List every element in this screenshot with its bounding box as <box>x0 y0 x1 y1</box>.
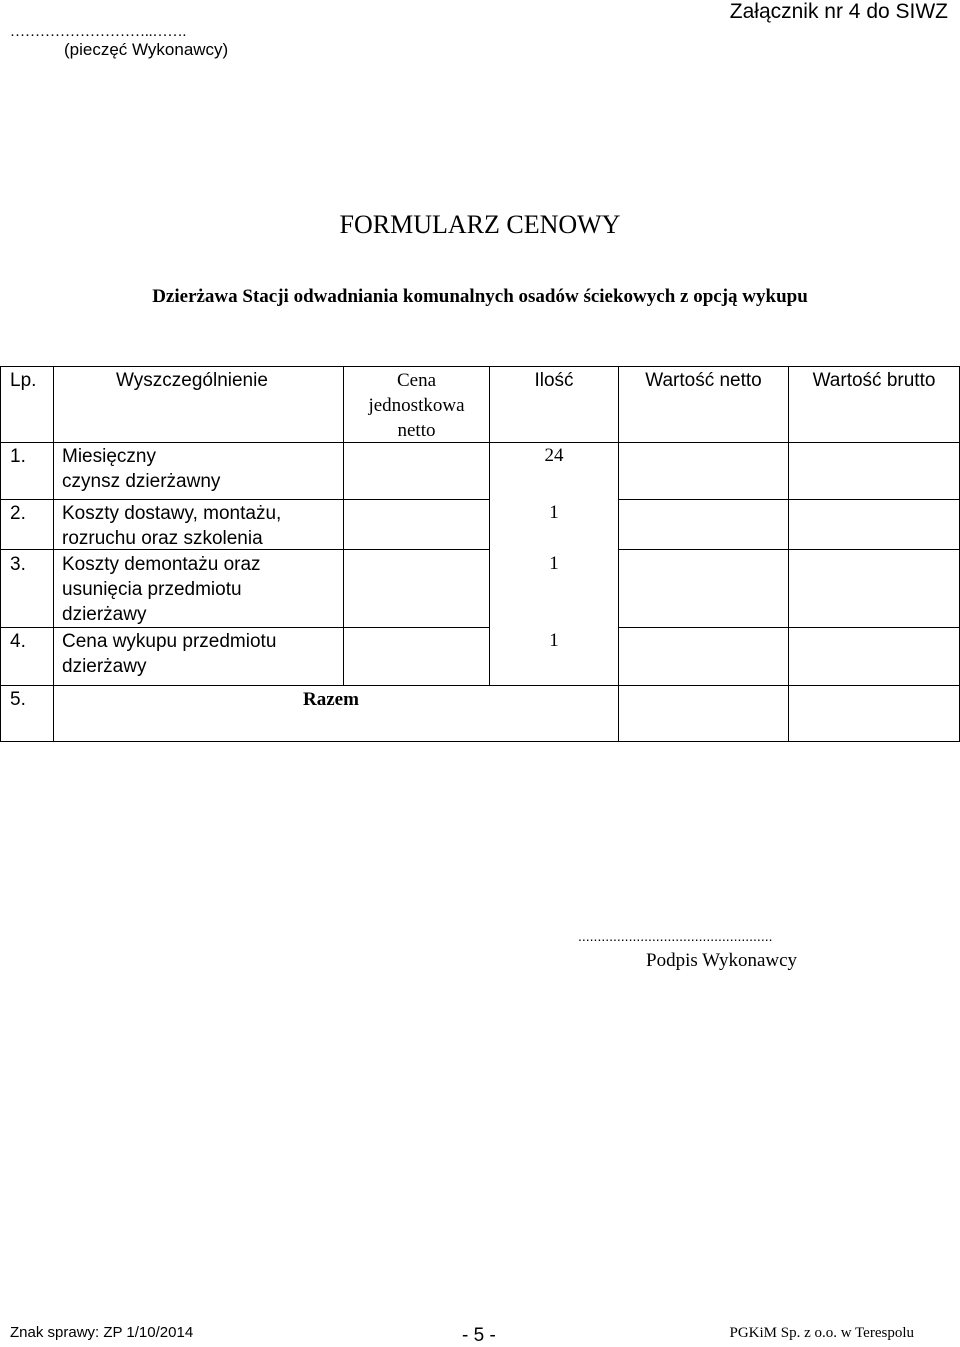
row3-item-l2: usunięcia przedmiotu <box>62 579 242 600</box>
signature-label: Podpis Wykonawcy <box>646 950 798 971</box>
header-item: Wyszczególnienie <box>116 370 268 391</box>
row3-item-l1: Koszty demontażu oraz <box>62 554 261 575</box>
footer-case-ref: Znak sprawy: ZP 1/10/2014 <box>10 1324 194 1341</box>
stamp-label: (pieczęć Wykonawcy) <box>64 40 229 59</box>
row4-qty: 1 <box>549 630 559 651</box>
row4-item-l1: Cena wykupu przedmiotu <box>62 631 277 652</box>
footer-page-number: - 5 - <box>462 1325 496 1346</box>
row3-lp: 3. <box>10 554 26 575</box>
row1-qty: 24 <box>544 445 564 466</box>
header-unit-price-l2: jednostkowa <box>368 395 465 416</box>
stamp-placeholder-dots: ………………………..……. <box>10 24 187 40</box>
table-border-top <box>0 366 960 367</box>
row-line-2b <box>618 549 960 550</box>
header-qty: Ilość <box>534 370 574 391</box>
signature-dots: .................................................. <box>578 928 773 944</box>
annex-label: Załącznik nr 4 do SIWZ <box>729 0 948 23</box>
row2-qty: 1 <box>549 502 559 523</box>
total-label: Razem <box>303 689 359 710</box>
row4-lp: 4. <box>10 631 26 652</box>
header-net-value: Wartość netto <box>645 370 762 391</box>
row1-lp: 1. <box>10 446 26 467</box>
row2-item-l2: rozruchu oraz szkolenia <box>62 528 263 549</box>
row-line-1 <box>0 499 490 500</box>
header-unit-price-l1: Cena <box>396 370 437 391</box>
row-line-1b <box>618 499 960 500</box>
header-lp: Lp. <box>10 370 37 391</box>
total-lp: 5. <box>10 689 26 710</box>
row-line-3b <box>618 627 960 628</box>
form-subtitle: Dzierżawa Stacji odwadniania komunalnych osadów ściekowych z opcją wykupu <box>152 286 808 307</box>
header-unit-price-l3: netto <box>397 420 436 441</box>
footer-organization: PGKiM Sp. z o.o. w Terespolu <box>729 1325 914 1341</box>
row1-item-l2: czynsz dzierżawny <box>62 471 221 492</box>
row1-item-l1: Miesięczny <box>62 446 156 467</box>
row4-item-l2: dzierżawy <box>62 656 147 677</box>
table-border-bottom <box>0 741 960 742</box>
row-line-3 <box>0 627 490 628</box>
row3-item-l3: dzierżawy <box>62 604 147 625</box>
header-gross-value: Wartość brutto <box>812 370 936 391</box>
row3-qty: 1 <box>549 553 559 574</box>
price-table <box>0 366 960 742</box>
row2-item-l1: Koszty dostawy, montażu, <box>62 503 282 524</box>
row-line-4 <box>0 685 960 686</box>
form-title: FORMULARZ CENOWY <box>339 210 621 239</box>
row2-lp: 2. <box>10 503 26 524</box>
